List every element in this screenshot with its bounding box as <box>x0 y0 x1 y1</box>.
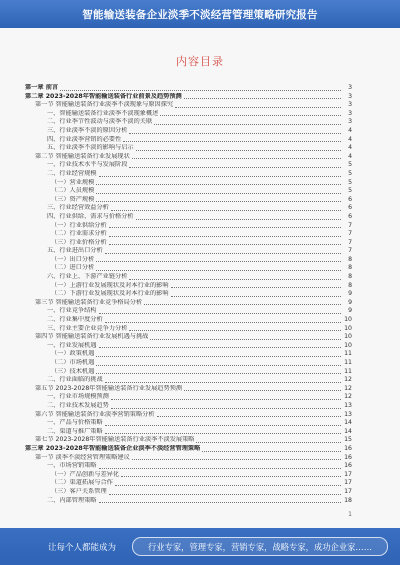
toc-entry-page: 8 <box>348 264 352 272</box>
toc-entry[interactable] <box>25 454 352 463</box>
toc-entry[interactable] <box>25 325 352 334</box>
toc-entry-title: （二）下游行业发展现状及对本行业的影响 <box>51 290 169 298</box>
footer-band <box>0 528 400 565</box>
toc-entry-title: 二、行业季节性波动与淡季不淡的关联 <box>47 118 153 126</box>
dot-leader <box>121 476 341 477</box>
toc-entry-page: 7 <box>348 221 352 229</box>
toc-entry-title: （二）行业需求分析 <box>51 230 107 238</box>
toc-entry[interactable] <box>25 222 352 231</box>
toc-entry-title: 五、行业进出口分析 <box>47 247 103 255</box>
toc-entry-title: （二）人员规模 <box>51 187 95 195</box>
toc-entry-page: 5 <box>348 178 352 186</box>
dot-leader <box>99 313 342 314</box>
toc-heading: 内容目录 <box>176 55 224 68</box>
dot-leader <box>129 330 341 331</box>
toc-entry[interactable] <box>25 497 352 506</box>
toc-entry-title: 第二节 智能输送装备行业发展现状 <box>35 152 130 160</box>
toc-entry-page: 16 <box>344 444 352 452</box>
toc-entry-title: 第三章 2023-2028年智能输送装备企业淡季不淡经营管理策略 <box>25 444 201 452</box>
toc-entry-title: 二、渠道与推广策略 <box>47 427 103 435</box>
toc-entry[interactable] <box>25 239 352 248</box>
dot-leader <box>136 150 341 151</box>
toc-entry-page: 18 <box>344 496 352 504</box>
toc-entry-page: 5 <box>348 169 352 177</box>
toc-entry-title: 一、行业市场规模预测 <box>47 393 109 401</box>
dot-leader <box>99 176 342 177</box>
dot-leader <box>99 347 342 348</box>
page-number: 1 <box>348 511 352 518</box>
dot-leader <box>109 244 341 245</box>
toc-entry[interactable] <box>25 273 352 282</box>
toc-entry-page: 13 <box>344 401 352 409</box>
dot-leader <box>184 390 341 391</box>
toc-entry[interactable] <box>25 136 352 145</box>
toc-entry-title: （一）营业规模 <box>51 178 95 186</box>
toc-entry[interactable] <box>25 118 352 127</box>
toc-entry-title: 一、产品与价格策略 <box>47 419 103 427</box>
toc-entry-title: 二、行业技术发展趋势 <box>47 401 109 409</box>
dot-leader <box>111 210 341 211</box>
toc-entry-title: 第五节 2023-2028年智能输送装备行业发展趋势预测 <box>35 384 183 392</box>
toc-entry-page: 11 <box>344 359 352 366</box>
toc-entry-page: 12 <box>344 393 352 401</box>
toc-entry-title: （一）政策机遇 <box>51 350 95 358</box>
dot-leader <box>171 287 341 288</box>
toc-entry-title: （二）进口分析 <box>51 264 95 272</box>
toc-entry-title: 第三节 智能输送装备行业竞争格局分析 <box>35 298 143 306</box>
dot-leader <box>60 90 341 91</box>
toc-entry[interactable] <box>25 179 352 188</box>
dot-leader <box>96 184 341 185</box>
toc-entry[interactable] <box>25 471 352 480</box>
toc-entry[interactable] <box>25 161 352 170</box>
dot-leader <box>105 433 341 434</box>
dot-leader <box>96 193 341 194</box>
dot-leader <box>105 382 341 383</box>
toc-entry-page: 10 <box>344 316 352 324</box>
dot-leader <box>96 270 341 271</box>
toc-entry[interactable] <box>25 247 352 256</box>
toc-entry-page: 6 <box>348 204 352 212</box>
dot-leader <box>160 115 341 116</box>
toc-entry-page: 17 <box>344 479 352 487</box>
dot-leader <box>96 365 341 366</box>
toc-entry-title: 一、行业竞争结构 <box>47 307 97 315</box>
toc-entry[interactable] <box>25 333 352 342</box>
dot-leader <box>132 158 341 159</box>
toc-entry-title: （三）技术机遇 <box>51 367 95 375</box>
toc-entry-page: 3 <box>348 84 352 91</box>
dot-leader <box>96 201 341 202</box>
dot-leader <box>111 399 341 400</box>
toc-entry-page: 4 <box>348 126 352 134</box>
toc-entry-page: 16 <box>344 453 352 461</box>
toc-entry-title: 第七节 2023-2028年智能输送装备行业淡季不淡发展策略 <box>35 436 195 444</box>
toc-entry[interactable] <box>25 342 352 351</box>
dot-leader <box>96 261 341 262</box>
toc-entry-title: （一）产品创新与差异化 <box>51 470 120 478</box>
toc-entry-title: 三、行业淡季不淡的原因分析 <box>47 126 128 134</box>
toc-entry-page: 4 <box>348 144 352 152</box>
toc-entry-title: 三、行业经营效益分析 <box>47 204 109 212</box>
toc-entry[interactable] <box>25 144 352 153</box>
toc-entry-page: 4 <box>348 135 352 143</box>
toc-entry[interactable] <box>25 428 352 437</box>
toc-entry-page: 8 <box>348 255 352 263</box>
toc-entry[interactable] <box>25 299 352 308</box>
toc-entry[interactable] <box>25 127 352 136</box>
dot-leader <box>123 141 341 142</box>
toc-entry-page: 5 <box>348 187 352 195</box>
toc-entry-page: 8 <box>348 281 352 289</box>
toc-entry[interactable] <box>25 101 352 110</box>
toc-entry-page: 7 <box>348 238 352 246</box>
footer-slogan-text: 行业专家，管理专家，营销专家，战略专家，成功企业家…… <box>147 541 373 552</box>
toc-entry-page: 14 <box>344 427 352 435</box>
toc-entry-title: 一、智能输送装备行业淡季不淡现象概述 <box>47 109 159 117</box>
toc-entry-page: 6 <box>348 195 352 203</box>
toc-entry[interactable] <box>25 307 352 316</box>
toc-entry-page: 3 <box>348 109 352 117</box>
toc-entry-page: 9 <box>348 298 352 306</box>
dot-leader <box>96 373 341 374</box>
toc-entry-title: 五、行业淡季不淡的影响与启示 <box>47 144 134 152</box>
dot-leader <box>175 107 341 108</box>
dot-leader <box>154 124 341 125</box>
toc-entry[interactable] <box>25 350 352 359</box>
toc-entry-title: 第六节 智能输送装备行业淡季营销策略分析 <box>35 410 155 418</box>
report-header-band <box>0 0 400 28</box>
dot-leader <box>105 322 341 323</box>
toc-entry[interactable] <box>25 110 352 119</box>
toc-entry-page: 12 <box>344 384 352 392</box>
dot-leader <box>115 485 341 486</box>
footer-lead-text: 让每个人都能成为 <box>48 543 117 553</box>
toc-entry-page: 17 <box>344 487 352 495</box>
dot-leader <box>129 133 341 134</box>
toc-entry-page: 10 <box>344 333 352 341</box>
toc-entry-title: 第一章 前言 <box>25 84 59 91</box>
dot-leader <box>132 459 341 460</box>
dot-leader <box>99 468 342 469</box>
toc-entry[interactable] <box>25 385 352 394</box>
dot-leader <box>129 167 341 168</box>
toc-entry-title: （二）渠道拓展与合作 <box>51 479 113 487</box>
toc-entry-page: 14 <box>344 419 352 427</box>
dot-leader <box>171 296 341 297</box>
toc-entry-title: 四、行业淡季营销的必要性 <box>47 135 122 143</box>
toc-entry-page: 11 <box>344 350 352 358</box>
toc-entry[interactable] <box>25 445 352 454</box>
dot-leader <box>109 236 341 237</box>
toc-entry-title: 第二章 2023-2028年智能输送装备行业前景及趋势预测 <box>25 92 182 100</box>
dot-leader <box>109 494 341 495</box>
toc-entry-page: 3 <box>348 92 352 100</box>
toc-entry-title: 二、行业经营规模 <box>47 169 97 177</box>
toc-entry-title: 二、行业面临的挑战 <box>47 376 103 384</box>
toc-entry-title: （二）市场机遇 <box>51 359 95 366</box>
toc-entry[interactable] <box>25 376 352 385</box>
dot-leader <box>136 219 341 220</box>
toc-entry[interactable] <box>25 93 352 102</box>
toc-entry-page: 7 <box>348 247 352 255</box>
toc-entry[interactable] <box>25 213 352 222</box>
toc-entry[interactable] <box>25 479 352 488</box>
toc-entry-page: 3 <box>348 118 352 126</box>
toc-entry-page: 9 <box>348 307 352 315</box>
toc-entry-page: 3 <box>348 101 352 109</box>
toc-entry-title: 一、行业发展机遇 <box>47 341 97 349</box>
toc-entry-title: （三）资产规模 <box>51 195 95 203</box>
toc-entry[interactable] <box>25 462 352 471</box>
toc-entry[interactable] <box>25 290 352 299</box>
toc-entry-page: 16 <box>344 462 352 470</box>
report-title: 智能输送装备企业淡季不淡经营管理策略研究报告 <box>82 8 318 21</box>
table-of-contents <box>25 84 352 505</box>
toc-entry-title: （一）上游行业发展现状及对本行业的影响 <box>51 281 169 289</box>
toc-entry[interactable] <box>25 316 352 325</box>
toc-entry[interactable] <box>25 419 352 428</box>
toc-entry[interactable] <box>25 170 352 179</box>
toc-entry[interactable] <box>25 230 352 239</box>
dot-leader <box>109 227 341 228</box>
toc-entry-title: 第四节 智能输送装备行业发展机遇与挑战 <box>35 333 149 341</box>
toc-entry[interactable] <box>25 411 352 420</box>
toc-entry-title: 二、行业集中度分析 <box>47 316 103 324</box>
toc-entry-page: 17 <box>344 470 352 478</box>
toc-entry[interactable] <box>25 393 352 402</box>
dot-leader <box>184 98 341 99</box>
toc-entry[interactable] <box>25 368 352 377</box>
toc-entry-page: 15 <box>344 436 352 444</box>
toc-entry-title: （三）客户关系管理 <box>51 487 107 495</box>
dot-leader <box>202 451 341 452</box>
toc-entry-page: 7 <box>348 230 352 238</box>
toc-entry[interactable] <box>25 488 352 497</box>
dot-leader <box>150 339 341 340</box>
toc-entry-page: 9 <box>348 290 352 298</box>
dot-leader <box>111 408 341 409</box>
toc-entry[interactable] <box>25 187 352 196</box>
dot-leader <box>96 356 341 357</box>
toc-entry[interactable] <box>25 359 352 368</box>
toc-entry-title: 第一节 淡季不淡经营管理策略建议 <box>35 453 130 461</box>
dot-leader <box>157 416 341 417</box>
toc-entry[interactable] <box>25 256 352 265</box>
footer-slogan-box <box>132 537 388 556</box>
toc-entry-page: 11 <box>344 367 352 375</box>
dot-leader <box>144 304 341 305</box>
toc-entry-title: （一）出口分析 <box>51 255 95 263</box>
dot-leader <box>196 442 341 443</box>
toc-entry-title: （一）行业供给分析 <box>51 221 107 229</box>
toc-entry[interactable] <box>25 282 352 291</box>
toc-entry-page: 5 <box>348 161 352 169</box>
toc-entry[interactable] <box>25 402 352 411</box>
toc-entry-title: 三、行业主要企业竞争力分析 <box>47 324 128 332</box>
toc-entry-title: （三）行业价格分析 <box>51 238 107 246</box>
dot-leader <box>129 279 341 280</box>
toc-entry-title: 六、行业上、下游产业链分析 <box>47 273 128 281</box>
toc-entry-page: 8 <box>348 273 352 281</box>
dot-leader <box>105 253 341 254</box>
toc-entry-title: 二、内部管理策略 <box>47 496 97 504</box>
toc-entry-title: 一、行业技术水平与发展阶段 <box>47 161 128 169</box>
dot-leader <box>105 425 341 426</box>
toc-entry-title: 一、市场营销策略 <box>47 462 97 470</box>
toc-entry[interactable] <box>25 436 352 445</box>
toc-entry-title: 第一节 智能输送装备行业淡季不淡现象与原因探究 <box>35 101 174 109</box>
toc-entry-page: 4 <box>348 152 352 160</box>
toc-entry-page: 10 <box>344 324 352 332</box>
toc-entry-title: 四、行业供给、需求与价格分析 <box>47 212 134 220</box>
toc-entry[interactable] <box>25 204 352 213</box>
toc-entry-page: 13 <box>344 410 352 418</box>
toc-entry[interactable] <box>25 153 352 162</box>
toc-entry-page: 6 <box>348 212 352 220</box>
toc-entry-page: 12 <box>344 376 352 384</box>
toc-entry[interactable] <box>25 196 352 205</box>
toc-entry[interactable] <box>25 84 352 93</box>
dot-leader <box>99 502 342 503</box>
toc-entry-page: 10 <box>344 341 352 349</box>
toc-entry[interactable] <box>25 264 352 273</box>
